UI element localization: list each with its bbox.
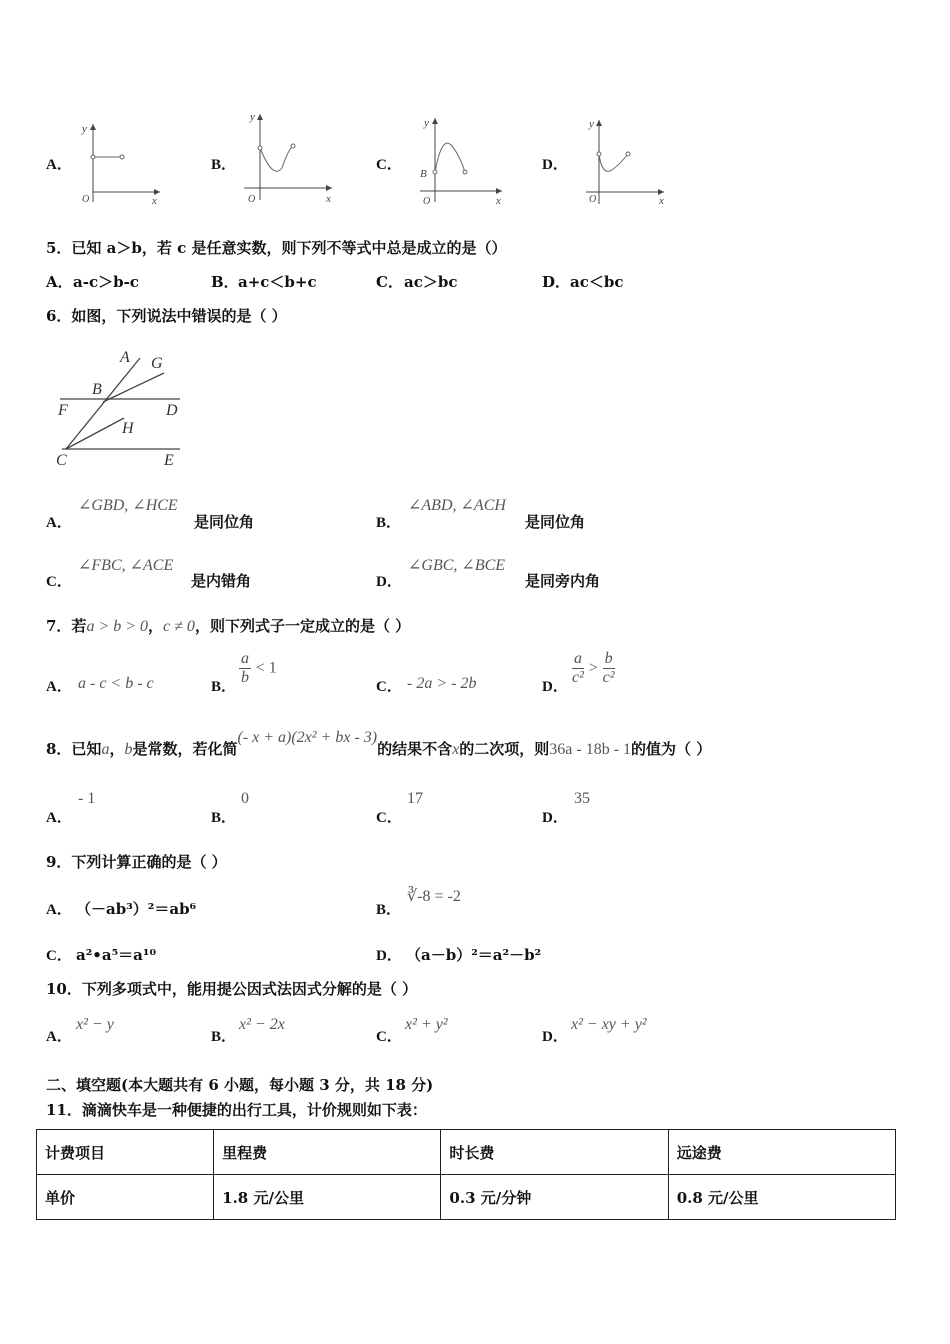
graph-d <box>580 114 672 210</box>
question-stem: 8．已知a，b是常数，若化简(- x + a)(2x² + bx - 3)的结果不含x的二次项，则36a - 18b - 1的值为（ ） <box>46 729 712 758</box>
axis-y-label: y <box>250 111 255 123</box>
option-letter: B． <box>211 157 237 173</box>
axis-y-label: y <box>424 117 429 129</box>
axis-y-label: y <box>589 118 594 130</box>
angle-expression: ∠GBD, ∠HCE <box>78 497 178 514</box>
question-stem: 7．若a > b > 0，c ≠ 0，则下列式子一定成立的是（ ） <box>46 617 411 635</box>
option-text: a+c＜b+c <box>238 273 317 291</box>
option-text: （－ab³）²＝ab⁶ <box>76 900 197 918</box>
table-header-cell: 计费项目 <box>37 1130 214 1175</box>
fee-table <box>36 1129 896 1220</box>
option-letter: A． <box>46 679 72 695</box>
point-b-label: B <box>420 168 427 180</box>
option-letter: C． <box>376 157 402 173</box>
graph-b <box>240 108 340 208</box>
graph-a <box>76 118 166 210</box>
option-letter: B． <box>211 1029 237 1045</box>
table-cell: 0.3 元/分钟 <box>441 1175 668 1220</box>
option-letter: C． <box>376 810 402 826</box>
label-a: A <box>120 349 130 366</box>
option-letter: A． <box>46 157 72 173</box>
option-letter: C． <box>46 948 72 964</box>
option-letter: D． <box>542 810 568 826</box>
question-stem: 10．下列多项式中，能用提公因式法因式分解的是（ ） <box>46 980 418 998</box>
option-text: a²•a⁵＝a¹⁰ <box>76 946 157 964</box>
angle-expression: ∠ABD, ∠ACH <box>408 497 506 514</box>
label-d: D <box>166 402 178 419</box>
table-header-cell: 时长费 <box>441 1130 668 1175</box>
option-letter: D． <box>542 157 568 173</box>
option-math: - 1 <box>78 790 96 807</box>
option-letter: A． <box>46 273 73 291</box>
axis-x-label: x <box>152 195 157 207</box>
option-letter: B． <box>211 273 239 291</box>
option-math: a - c < b - c <box>78 675 154 692</box>
axis-x-label: x <box>326 193 331 205</box>
option-letter: A． <box>46 1029 72 1045</box>
label-h: H <box>122 420 134 437</box>
question-stem: 9．下列计算正确的是（ ） <box>46 853 227 871</box>
option-text: （a－b）²＝a²－b² <box>406 946 542 964</box>
option-text: 是同位角 <box>525 513 586 531</box>
label-c: C <box>56 452 67 469</box>
option-math: 17 <box>407 790 423 807</box>
option-math: 35 <box>574 790 590 807</box>
origin-label: O <box>248 194 256 205</box>
option-text: 是同旁内角 <box>525 572 601 590</box>
option-letter: D． <box>376 948 402 964</box>
option-letter: D． <box>542 1029 568 1045</box>
graph-c <box>412 112 512 210</box>
option-math: ∛-8 = -2 <box>407 888 461 905</box>
option-letter: A． <box>46 902 72 918</box>
table-cell: 0.8 元/公里 <box>668 1175 895 1220</box>
table-header-row <box>37 1130 896 1175</box>
question-stem: 5．已知 a＞b，若 c 是任意实数，则下列不等式中总是成立的是（） <box>46 239 507 257</box>
option-letter: B． <box>211 679 237 695</box>
question-stem: 6．如图，下列说法中错误的是（ ） <box>46 307 287 325</box>
geometry-figure <box>50 344 190 470</box>
option-letter: B． <box>211 810 237 826</box>
option-letter: D． <box>542 679 568 695</box>
option-text: 是同位角 <box>194 513 255 531</box>
table-row <box>37 1175 896 1220</box>
label-f: F <box>58 402 68 419</box>
label-g: G <box>151 355 163 372</box>
axis-y-label: y <box>82 123 87 135</box>
option-letter: C． <box>46 574 72 590</box>
option-text: a-c＞b-c <box>73 273 139 291</box>
option-text: ac＜bc <box>570 273 624 291</box>
origin-label: O <box>423 196 431 207</box>
option-letter: C． <box>376 1029 402 1045</box>
option-math: $\frac{a}{b}$ < 1 <box>241 650 277 686</box>
origin-label: O <box>589 194 597 205</box>
option-letter: C． <box>376 679 402 695</box>
table-cell: 单价 <box>37 1175 214 1220</box>
option-math: 0 <box>241 790 249 807</box>
label-b: B <box>92 381 102 398</box>
table-header-cell: 远途费 <box>668 1130 895 1175</box>
option-math: $\frac{a}{\text{c²}}$ > $\frac{b}{\text{c²}}$ <box>572 650 615 686</box>
option-letter: C． <box>376 273 403 291</box>
section-title: 二、填空题(本大题共有 6 小题，每小题 3 分，共 18 分) <box>46 1076 434 1094</box>
axis-x-label: x <box>496 195 501 207</box>
option-math: x² − xy + y² <box>571 1016 647 1033</box>
option-letter: B． <box>376 902 402 918</box>
option-text: ac＞bc <box>404 273 458 291</box>
question-stem: 11．滴滴快车是一种便捷的出行工具，计价规则如下表： <box>46 1101 427 1119</box>
axis-x-label: x <box>659 195 664 207</box>
label-e: E <box>164 452 174 469</box>
option-letter: B． <box>376 515 402 531</box>
origin-label: O <box>82 194 90 205</box>
table-cell: 1.8 元/公里 <box>214 1175 441 1220</box>
option-letter: D． <box>542 273 571 291</box>
option-letter: A． <box>46 515 72 531</box>
option-text: 是内错角 <box>191 572 252 590</box>
option-math: x² − y <box>76 1016 114 1033</box>
option-math: x² + y² <box>405 1016 448 1033</box>
option-math: - 2a > - 2b <box>407 675 477 692</box>
angle-expression: ∠FBC, ∠ACE <box>78 557 174 574</box>
option-letter: D． <box>376 574 402 590</box>
option-letter: A． <box>46 810 72 826</box>
angle-expression: ∠GBC, ∠BCE <box>408 557 506 574</box>
table-header-cell: 里程费 <box>214 1130 441 1175</box>
option-math: x² − 2x <box>239 1016 285 1033</box>
